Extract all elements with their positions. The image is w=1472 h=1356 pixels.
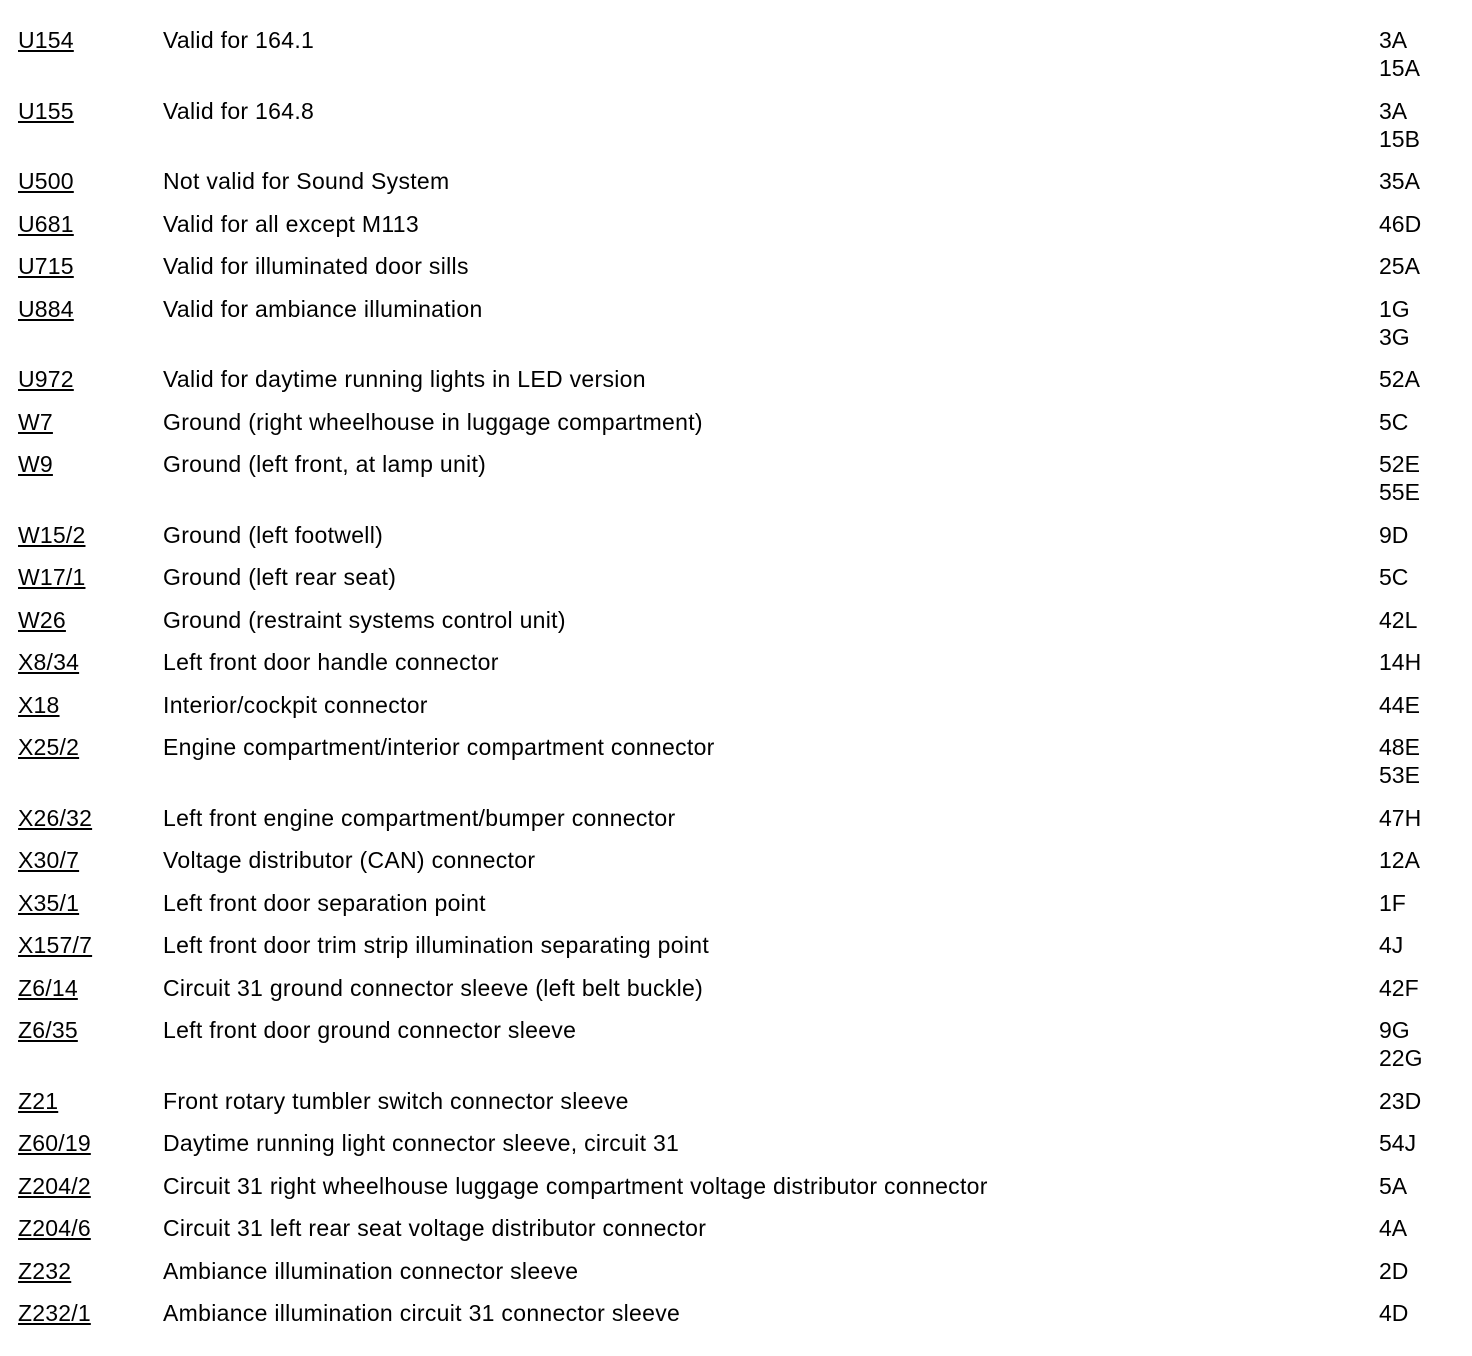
grid-reference: 55E <box>1379 479 1420 505</box>
grid-reference: 14H <box>1379 649 1422 675</box>
component-description: Ground (right wheelhouse in luggage compartment) <box>163 408 703 435</box>
grid-reference-list <box>1379 804 1421 832</box>
grid-reference: 1G <box>1379 295 1410 322</box>
component-code-link[interactable]: Z6/35 <box>18 1017 78 1043</box>
component-code-link[interactable]: W9 <box>18 451 53 477</box>
legend-row <box>0 889 1472 932</box>
component-code-link[interactable]: X157/7 <box>18 932 93 958</box>
component-code-link[interactable]: U155 <box>18 97 74 124</box>
grid-reference: 12A <box>1379 847 1420 873</box>
legend-row <box>0 606 1472 649</box>
grid-reference-list <box>1379 691 1420 719</box>
legend-row <box>0 210 1472 253</box>
legend-row <box>0 1016 1472 1087</box>
grid-reference: 15A <box>1379 55 1420 81</box>
legend-row <box>0 1299 1472 1342</box>
component-code-link[interactable]: U500 <box>18 168 74 194</box>
legend-row <box>0 931 1472 974</box>
component-description: Ground (restraint systems control unit) <box>163 606 566 633</box>
component-description: Front rotary tumbler switch connector sleeve <box>163 1087 629 1114</box>
component-description: Not valid for Sound System <box>163 168 450 194</box>
legend-row <box>0 1257 1472 1300</box>
component-description: Ground (left footwell) <box>163 521 384 548</box>
legend-row <box>0 1214 1472 1257</box>
grid-reference: 3G <box>1379 323 1410 350</box>
grid-reference: 46D <box>1379 210 1422 237</box>
grid-reference-list <box>1379 252 1420 280</box>
grid-reference: 4J <box>1379 932 1404 958</box>
grid-reference-list <box>1379 26 1420 82</box>
grid-reference: 52A <box>1379 366 1420 392</box>
component-description: Voltage distributor (CAN) connector <box>163 847 536 873</box>
grid-reference-list <box>1379 210 1421 238</box>
grid-reference: 4D <box>1379 1300 1409 1326</box>
grid-reference: 9G <box>1379 1017 1410 1043</box>
component-legend-table <box>0 26 1472 1342</box>
component-description: Ground (left front, at lamp unit) <box>163 451 487 477</box>
component-code-link[interactable]: Z204/2 <box>18 1172 91 1199</box>
grid-reference-list <box>1379 167 1420 195</box>
grid-reference-list <box>1379 408 1408 436</box>
grid-reference-list <box>1379 295 1410 351</box>
component-description: Circuit 31 left rear seat voltage distributor connector <box>163 1215 707 1241</box>
component-code-link[interactable]: U972 <box>18 366 74 392</box>
grid-reference-list <box>1379 1172 1407 1200</box>
legend-row <box>0 167 1472 210</box>
component-code-link[interactable]: Z232 <box>18 1257 72 1284</box>
legend-row <box>0 1129 1472 1172</box>
component-code-link[interactable]: X35/1 <box>18 889 80 916</box>
grid-reference-list <box>1379 1214 1407 1242</box>
legend-row <box>0 450 1472 521</box>
grid-reference-list <box>1379 974 1419 1002</box>
legend-row <box>0 1172 1472 1215</box>
grid-reference-list <box>1379 97 1420 153</box>
grid-reference-list <box>1379 606 1417 634</box>
legend-row <box>0 408 1472 451</box>
component-code-link[interactable]: U154 <box>18 27 74 53</box>
grid-reference-list <box>1379 1016 1422 1072</box>
grid-reference: 2D <box>1379 1257 1409 1284</box>
grid-reference: 25A <box>1379 253 1420 279</box>
component-code-link[interactable]: X25/2 <box>18 734 80 760</box>
grid-reference-list <box>1379 1257 1408 1285</box>
grid-reference: 42F <box>1379 974 1419 1001</box>
component-code-link[interactable]: X8/34 <box>18 649 80 675</box>
grid-reference-list <box>1379 1299 1408 1327</box>
grid-reference: 5A <box>1379 1172 1408 1199</box>
grid-reference: 3A <box>1379 27 1408 53</box>
component-code-link[interactable]: U681 <box>18 210 74 237</box>
grid-reference: 52E <box>1379 451 1420 477</box>
component-code-link[interactable]: X18 <box>18 691 60 718</box>
component-description: Valid for 164.1 <box>163 27 315 53</box>
component-description: Valid for ambiance illumination <box>163 295 483 322</box>
legend-row <box>0 295 1472 366</box>
component-description: Daytime running light connector sleeve, circuit 31 <box>163 1130 680 1156</box>
component-description: Left front door trim strip illumination separating point <box>163 932 710 958</box>
component-code-link[interactable]: X30/7 <box>18 847 80 873</box>
grid-reference-list <box>1379 521 1408 549</box>
grid-reference-list <box>1379 1087 1421 1115</box>
component-description: Left front door separation point <box>163 889 486 916</box>
component-description: Interior/cockpit connector <box>163 691 428 718</box>
component-description: Left front door handle connector <box>163 649 499 675</box>
grid-reference: 4A <box>1379 1215 1408 1241</box>
legend-row <box>0 804 1472 847</box>
grid-reference: 9D <box>1379 521 1409 548</box>
component-code-link[interactable]: W26 <box>18 606 66 633</box>
component-description: Ground (left rear seat) <box>163 564 397 590</box>
component-description: Valid for daytime running lights in LED version <box>163 366 646 392</box>
component-description: Left front door ground connector sleeve <box>163 1017 577 1043</box>
component-description: Ambiance illumination connector sleeve <box>163 1257 579 1284</box>
grid-reference: 42L <box>1379 606 1418 633</box>
component-description: Engine compartment/interior compartment connector <box>163 734 715 760</box>
legend-row <box>0 1087 1472 1130</box>
legend-row <box>0 691 1472 734</box>
component-description: Valid for 164.8 <box>163 97 315 124</box>
component-code-link[interactable]: Z21 <box>18 1087 59 1114</box>
component-code-link[interactable]: Z204/6 <box>18 1215 91 1241</box>
component-description: Valid for illuminated door sills <box>163 253 469 279</box>
component-code-link[interactable]: U884 <box>18 295 74 322</box>
grid-reference-list <box>1379 563 1408 591</box>
grid-reference-list <box>1379 450 1420 506</box>
component-code-link[interactable]: Z232/1 <box>18 1300 91 1326</box>
component-description: Circuit 31 right wheelhouse luggage compartment voltage distributor connector <box>163 1172 988 1199</box>
grid-reference-list <box>1379 846 1420 874</box>
grid-reference: 44E <box>1379 691 1420 718</box>
component-code-link[interactable]: W7 <box>18 408 53 435</box>
grid-reference: 22G <box>1379 1045 1423 1071</box>
component-code-link[interactable]: Z6/14 <box>18 974 78 1001</box>
component-code-link[interactable]: W15/2 <box>18 521 86 548</box>
grid-reference: 3A <box>1379 97 1408 124</box>
grid-reference-list <box>1379 648 1421 676</box>
grid-reference: 15B <box>1379 125 1420 152</box>
grid-reference: 47H <box>1379 804 1422 831</box>
grid-reference: 5C <box>1379 408 1409 435</box>
grid-reference-list <box>1379 733 1420 789</box>
grid-reference-list <box>1379 365 1420 393</box>
component-code-link[interactable]: Z60/19 <box>18 1130 91 1156</box>
grid-reference: 48E <box>1379 734 1420 760</box>
grid-reference: 23D <box>1379 1087 1422 1114</box>
grid-reference: 54J <box>1379 1130 1417 1156</box>
legend-row <box>0 648 1472 691</box>
component-code-link[interactable]: X26/32 <box>18 804 93 831</box>
legend-row <box>0 26 1472 97</box>
component-description: Left front engine compartment/bumper connector <box>163 804 676 831</box>
component-description: Valid for all except M113 <box>163 210 419 237</box>
component-description: Ambiance illumination circuit 31 connector sleeve <box>163 1300 681 1326</box>
legend-row <box>0 846 1472 889</box>
grid-reference: 35A <box>1379 168 1420 194</box>
grid-reference-list <box>1379 931 1403 959</box>
grid-reference: 53E <box>1379 762 1420 788</box>
legend-row <box>0 97 1472 168</box>
grid-reference-list <box>1379 889 1406 917</box>
legend-row <box>0 563 1472 606</box>
legend-row <box>0 365 1472 408</box>
grid-reference: 1F <box>1379 889 1406 916</box>
grid-reference-list <box>1379 1129 1416 1157</box>
grid-reference: 5C <box>1379 564 1409 590</box>
legend-row <box>0 974 1472 1017</box>
legend-row <box>0 521 1472 564</box>
component-description: Circuit 31 ground connector sleeve (left belt buckle) <box>163 974 704 1001</box>
component-code-link[interactable]: W17/1 <box>18 564 86 590</box>
component-code-link[interactable]: U715 <box>18 253 74 279</box>
legend-row <box>0 252 1472 295</box>
legend-row <box>0 733 1472 804</box>
